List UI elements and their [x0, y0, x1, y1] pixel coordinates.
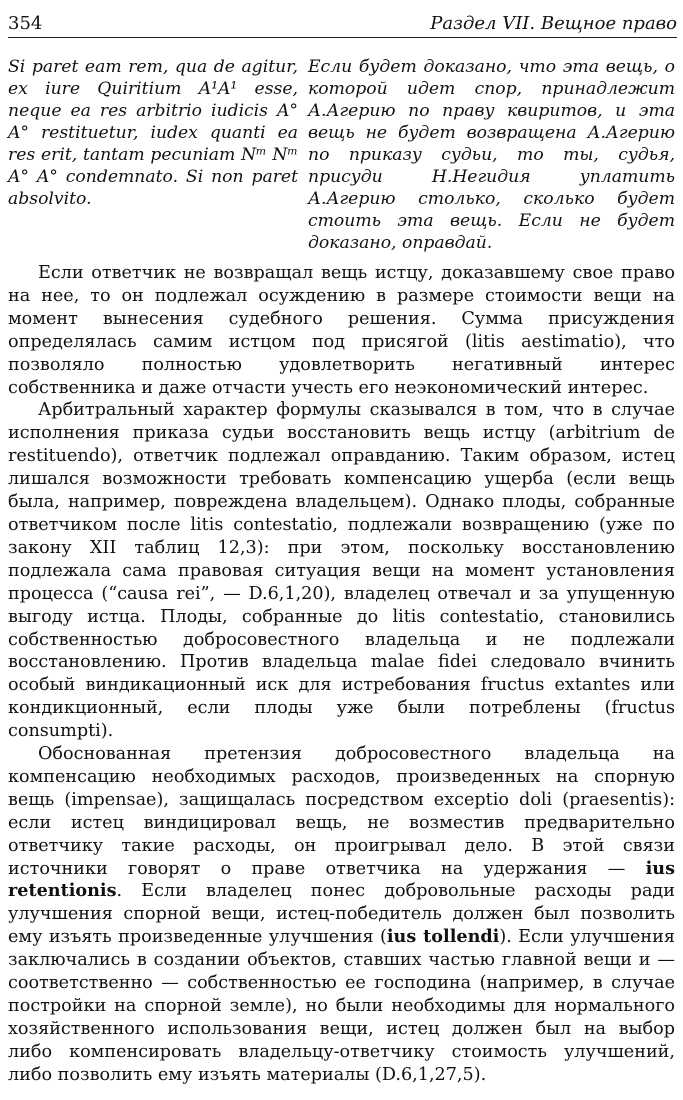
paragraph-3 — [8, 743, 675, 1087]
page-number: 354 — [8, 13, 43, 34]
paragraph-2: Арбитральный характер формулы сказывался в том, что в случае исполнения приказа судьи восстановить вещь истцу (arbitrium de restituendo), ответчик подлежал оправданию. Таким образом, истец лишался возможности требовать компенсацию ущерба (если вещь была, например, повреждена владельцем). Однако плоды, собранные ответчиком после litis contestatio, подлежали возвращению (уже по закону XII таблиц 12,3): при этом, поскольку восстановлению подлежала сама правовая ситуация вещи на момент установления процесса (“causa rei”, — D.6,1,20), владелец отвечал и за упущенную выгоду истца. Плоды, собранные до litis contestatio, становились собственностью добросовестного владельца и не подлежали восстановлению. Против владельца malae fidei следовало вчинить особый виндикационный иск для истребования fructus extantes или кондикционный, если плоды уже были потреблены (fructus consumpti). — [8, 400, 675, 742]
formula-latin: Si paret eam rem, qua de agitur, ex iure Quiritium A¹A¹ esse, neque ea res arbitrio iudicis A° A° restituetur, iudex quanti ea res erit, tantam pecuniam Nᵐ Nᵐ A° A° condemnato. Si non paret absolvito. — [8, 57, 298, 209]
paragraph-3-part-c: ). Если улучшения заключались в создании объектов, ставших частью главной вещи и — соответственно — собственностью ее господина (например, в случае постройки на спорной земле), но были необходимы для нормального хозяйственного использования вещи, истец должен был на выбор либо компенсировать владельцу-ответчику стоимость улучшений, либо позволить ему изъять материалы (D.6,1,27,5). — [8, 927, 675, 1085]
running-header — [8, 0, 677, 38]
term-ius-tollendi: ius tollendi — [386, 926, 500, 948]
formula-russian: Если будет доказано, что эта вещь, о которой идет спор, принадлежит А.Агерию по праву квиритов, и эта вещь не будет возвращена А.Агерию по приказу судьи, то ты, судья, присуди Н.Негидия уплатить А.Агерию столько, сколько будет стоить эта вещь. Если не будет доказано, оправдай. — [308, 57, 675, 253]
section-title: Раздел VII. Вещное право — [430, 13, 677, 34]
paragraph-3-part-b: . Если владелец понес добровольные расходы ради улучшения спорной вещи, истец-победитель должен был позволить ему изъять произведенные улучшения ( — [8, 881, 675, 948]
term-ius-retentionis: ius retentionis — [8, 857, 675, 902]
paragraph-1: Если ответчик не возвращал вещь истцу, доказавшему свое право на нее, то он подлежал осуждению в размере стоимости вещи на момент вынесения судебного решения. Сумма присуждения определялась самим истцом под присягой (litis aestimatio), что позволяло полностью удовлетворить негативный интерес собственника и даже отчасти учесть его неэкономический интерес. — [8, 263, 675, 398]
paragraph-3-part-a: Обоснованная претензия добросовестного владельца на компенсацию необходимых расходов, произведенных на спорную вещь (impensae), защищалась посредством exceptio doli (praesentis): если истец виндицировал вещь, не возместив предварительно ответчику такие расходы, он проигрывал дело. В этой связи источники говорят о праве ответчика на удержания — — [8, 744, 675, 879]
body-text — [8, 262, 675, 1087]
formula-parallel-text — [8, 56, 675, 254]
